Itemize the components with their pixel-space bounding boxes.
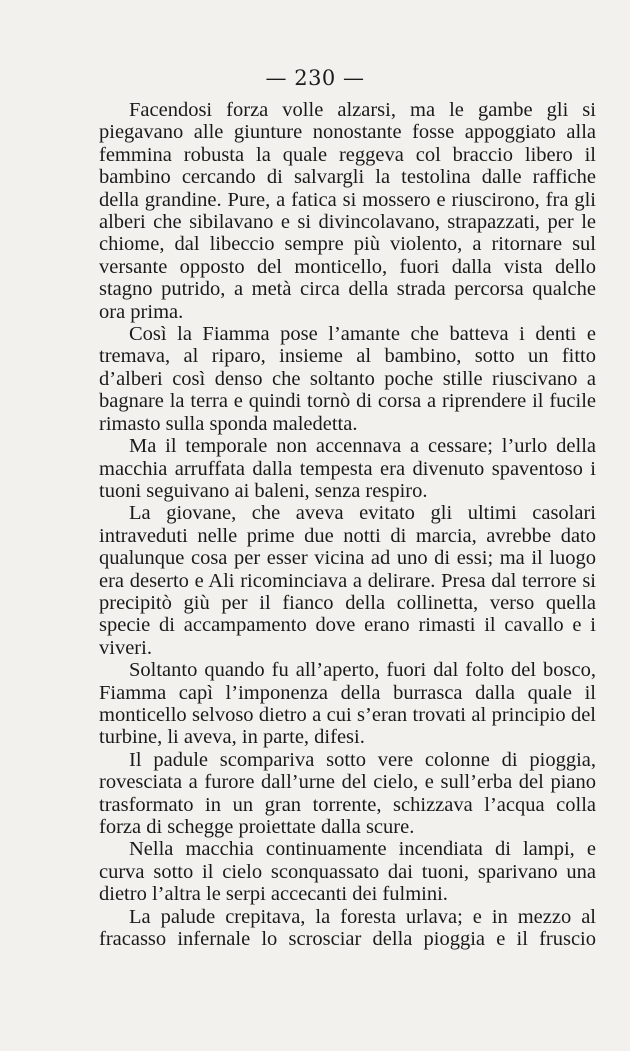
paragraph: Così la Fiamma pose l’amante che batteva i denti e tremava, al riparo, insieme al bambino, sotto un fitto d’alberi così denso che soltanto poche stille riuscivano a bagnare la terra e quindi tornò di corsa a riprendere il fucile rimasto sulla sponda maledetta. xyxy=(99,323,596,435)
paragraph: Soltanto quando fu all’aperto, fuori dal folto del bosco, Fiamma capì l’imponenza della burrasca dalla quale il monticello selvoso dietro a cui s’eran trovati al principio del turbine, li aveva, in parte, difesi. xyxy=(99,659,596,749)
page-body-text xyxy=(99,99,596,950)
paragraph: Il padule scompariva sotto vere colonne di pioggia, rovesciata a furore dall’urne del cielo, e sull’erba del piano trasformato in un gran torrente, schizzava l’acqua colla forza di schegge proiettate dalla scure. xyxy=(99,748,596,838)
paragraph: Nella macchia continuamente incendiata di lampi, e curva sotto il cielo sconquassato dai tuoni, sparivano una dietro l’altra le serpi accecanti dei fulmini. xyxy=(99,838,596,906)
paragraph: Facendosi forza volle alzarsi, ma le gambe gli si piegavano alle giunture nonostante fosse appoggiato alla femmina robusta la quale reggeva col braccio libero il bambino cercando di salvargli la testolina dalle raffiche della grandine. Pure, a fatica si mossero e riuscirono, fra gli alberi che sibilavano e si divincolavano, strapazzati, per le chiome, dal libeccio sempre più violento, a ritornare sul versante opposto del monticello, fuori dalla vista dello stagno putrido, a metà circa della strada percorsa qualche ora prima. xyxy=(99,99,596,323)
paragraph: La palude crepitava, la foresta urlava; e in mezzo al fracasso infernale lo scrosciar della pioggia e il fruscio xyxy=(99,905,596,951)
paragraph: Ma il temporale non accennava a cessare; l’urlo della macchia arruffata dalla tempesta era divenuto spaventoso i tuoni seguivano ai baleni, senza respiro. xyxy=(99,435,596,502)
paragraph: La giovane, che aveva evitato gli ultimi casolari intraveduti nelle prime due notti di marcia, avrebbe dato qualunque cosa per esser vicina ad uno di essi; ma il luogo era deserto e Ali ricominciava a delirare. Presa dal terrore si precipitò giù per il fianco della collinetta, verso quella specie di accampamento dove erano rimasti il cavallo e i viveri. xyxy=(99,502,596,659)
page-number: — 230 — xyxy=(265,66,365,90)
